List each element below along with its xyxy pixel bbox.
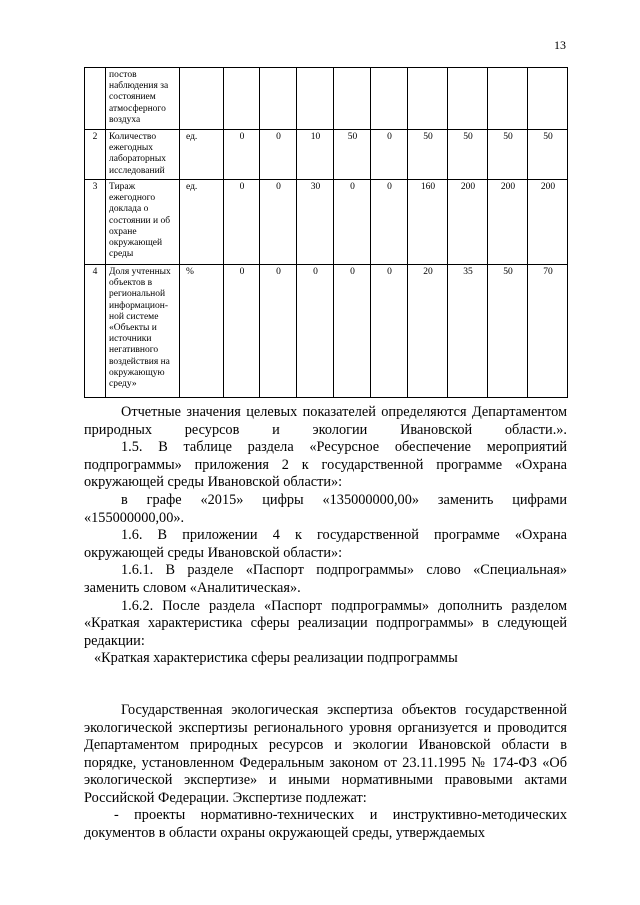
paragraph-1-6-1: 1.6.1. В разделе «Паспорт подпрограммы» слово «Специальная» заменить словом «Аналитическая». bbox=[84, 562, 567, 596]
table-row bbox=[85, 68, 568, 130]
value-cell: 50 bbox=[488, 130, 528, 180]
value-cell bbox=[448, 68, 488, 130]
value-cell: 35 bbox=[448, 265, 488, 398]
value-cell: 0 bbox=[260, 265, 297, 398]
value-cell: 50 bbox=[448, 130, 488, 180]
row-number-cell: 2 bbox=[85, 130, 106, 180]
row-number-cell bbox=[85, 68, 106, 130]
unit-cell bbox=[180, 68, 224, 130]
value-cell: 50 bbox=[334, 130, 371, 180]
value-cell: 0 bbox=[334, 180, 371, 265]
value-cell: 50 bbox=[488, 265, 528, 398]
value-cell: 20 bbox=[408, 265, 448, 398]
section-heading: «Краткая характеристика сферы реализации подпрограммы bbox=[94, 650, 458, 667]
value-cell bbox=[408, 68, 448, 130]
paragraph-1-6: 1.6. В приложении 4 к государственной программе «Охрана окружающей среды Ивановской области»: bbox=[84, 527, 567, 561]
value-cell: 10 bbox=[297, 130, 334, 180]
unit-cell: ед. bbox=[180, 130, 224, 180]
paragraph-expertise-item: - проекты нормативно-технических и инструктивно-методических документов в области охраны окружающей среды, утверждаемых bbox=[84, 807, 567, 842]
value-cell: 50 bbox=[408, 130, 448, 180]
value-cell: 50 bbox=[528, 130, 568, 180]
value-cell bbox=[297, 68, 334, 130]
unit-cell: % bbox=[180, 265, 224, 398]
value-cell: 0 bbox=[371, 265, 408, 398]
indicator-name-cell: Тираж ежегодного доклада о состоянии и об охране окружающей среды bbox=[106, 180, 180, 265]
paragraph-1-6-2: 1.6.2. После раздела «Паспорт подпрограммы» дополнить разделом «Краткая характеристика сферы реализации подпрограммы» в следующей редакции: bbox=[84, 597, 567, 649]
value-cell: 200 bbox=[448, 180, 488, 265]
value-cell: 0 bbox=[224, 180, 260, 265]
value-cell: 200 bbox=[488, 180, 528, 265]
row-number-cell: 3 bbox=[85, 180, 106, 265]
value-cell: 0 bbox=[371, 180, 408, 265]
value-cell bbox=[528, 68, 568, 130]
table-row bbox=[85, 180, 568, 265]
indicator-name-cell: Доля учтенных объектов в региональной информацион-ной системе «Объекты и источники негативного воздействия на окружающую среду» bbox=[106, 265, 180, 398]
value-cell: 0 bbox=[224, 265, 260, 398]
value-cell: 30 bbox=[297, 180, 334, 265]
value-cell bbox=[260, 68, 297, 130]
paragraph-targets-note: Отчетные значения целевых показателей определяются Департаментом природных ресурсов и экологии Ивановской области.». bbox=[84, 404, 567, 438]
value-cell: 160 bbox=[408, 180, 448, 265]
value-cell: 200 bbox=[528, 180, 568, 265]
paragraph-expertise: Государственная экологическая экспертиза объектов государственной экологической экспертизы регионального уровня организуется и проводится Департаментом природных ресурсов и экологии Ивановской области в порядке, установленном Федеральным законом от 23.11.1995 № 174-ФЗ «Об экологической экспертизе» и иными нормативными правовыми актами Российской Федерации. Экспертизе подлежат: bbox=[84, 701, 567, 806]
paragraph-replace-figures: в графе «2015» цифры «135000000,00» заменить цифрами «155000000,00». bbox=[84, 491, 567, 526]
value-cell: 0 bbox=[297, 265, 334, 398]
indicator-name-cell: постов наблюдения за состоянием атмосферного воздуха bbox=[106, 68, 180, 130]
document-body bbox=[84, 404, 567, 843]
value-cell: 0 bbox=[260, 180, 297, 265]
unit-cell: ед. bbox=[180, 180, 224, 265]
value-cell bbox=[488, 68, 528, 130]
page-number: 13 bbox=[554, 38, 566, 52]
value-cell: 70 bbox=[528, 265, 568, 398]
value-cell bbox=[224, 68, 260, 130]
indicators-table bbox=[84, 67, 568, 398]
paragraph-1-5: 1.5. В таблице раздела «Ресурсное обеспечение мероприятий подпрограммы» приложения 2 к государственной программе «Охрана окружающей среды Ивановской области»: bbox=[84, 439, 567, 491]
value-cell: 0 bbox=[334, 265, 371, 398]
value-cell: 0 bbox=[371, 130, 408, 180]
table-row bbox=[85, 130, 568, 180]
row-number-cell: 4 bbox=[85, 265, 106, 398]
value-cell bbox=[334, 68, 371, 130]
value-cell: 0 bbox=[224, 130, 260, 180]
value-cell bbox=[371, 68, 408, 130]
value-cell: 0 bbox=[260, 130, 297, 180]
indicator-name-cell: Количество ежегодных лабораторных исследований bbox=[106, 130, 180, 180]
table-row bbox=[85, 265, 568, 398]
